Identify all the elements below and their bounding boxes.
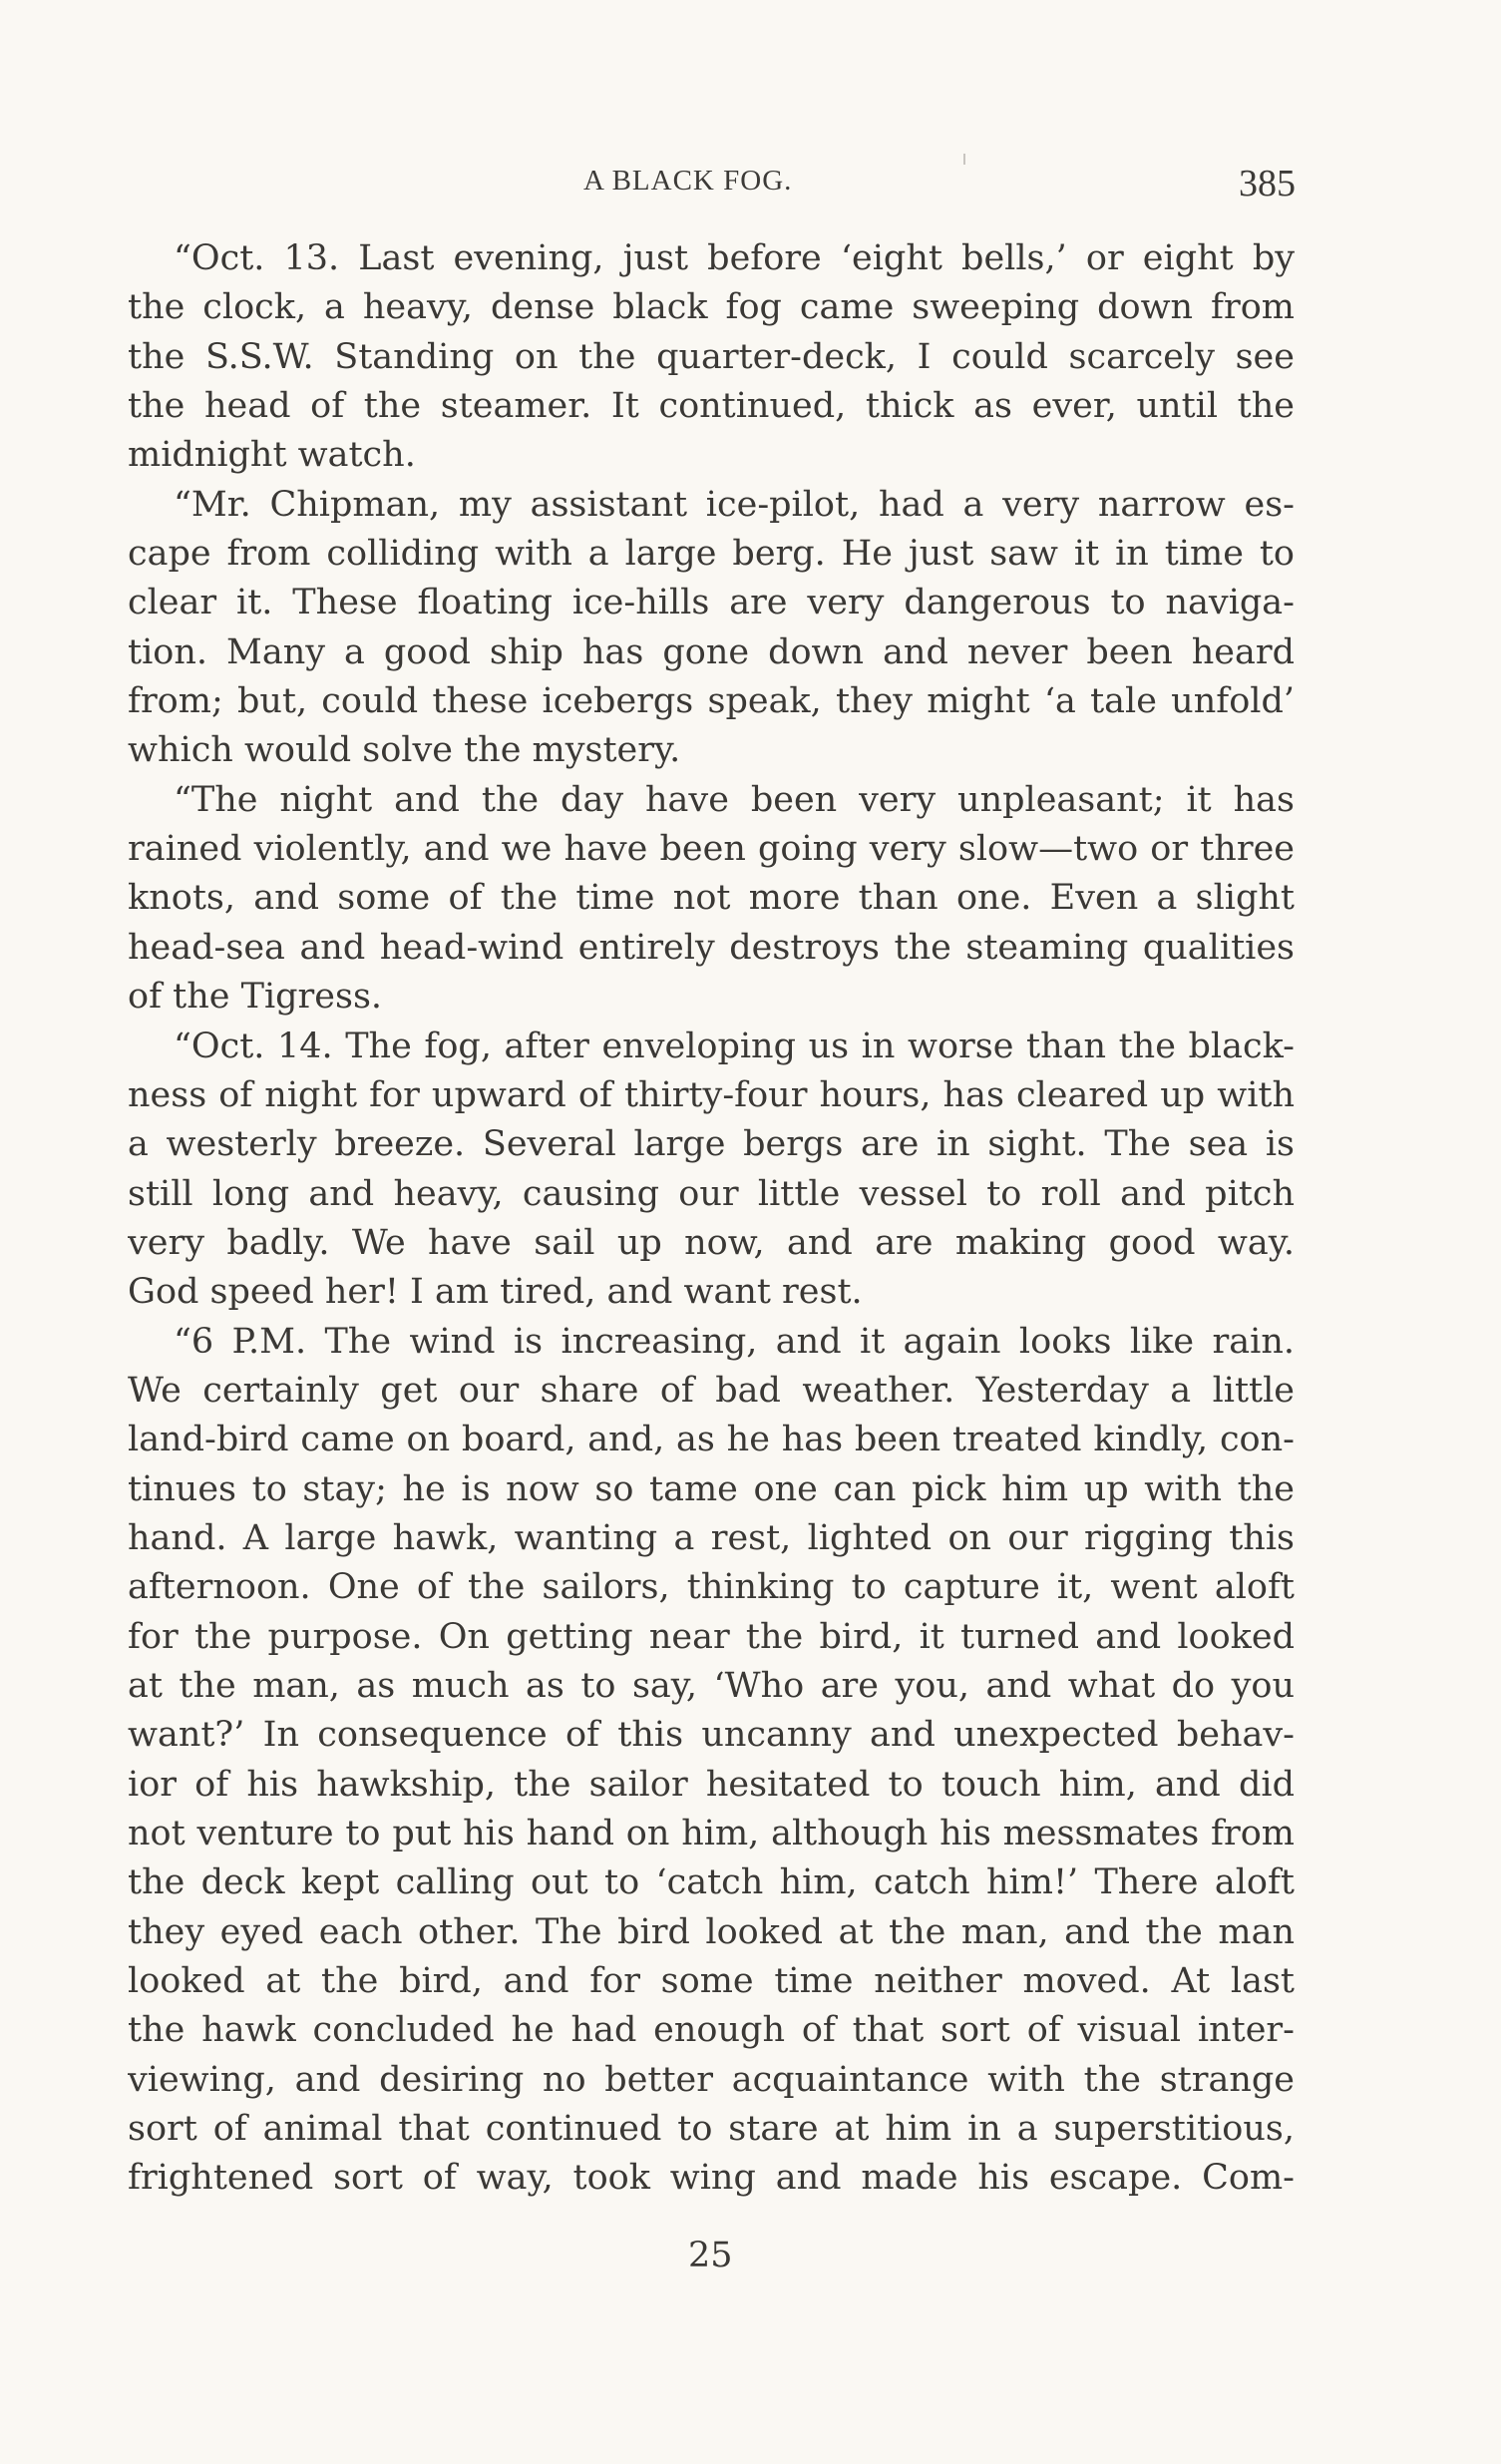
text-line-17: “Oct. 14. The fog, after enveloping us in worse than the black-: [174, 1026, 1295, 1066]
text-line-13: rained violently, and we have been going very slow—two or three: [128, 829, 1295, 870]
text-line-35: they eyed each other. The bird looked at the man, and the man: [128, 1911, 1295, 1952]
text-line-16: of the Tigress.: [128, 977, 383, 1018]
text-line-2: the clock, a heavy, dense black fog came sweeping down from: [128, 287, 1295, 328]
text-line-8: clear it. These floating ice-hills are very dangerous to naviga-: [128, 583, 1295, 623]
text-line-38: viewing, and desiring no better acquaintance with the strange: [128, 2059, 1295, 2100]
text-line-9: tion. Many a good ship has gone down and never been heard: [128, 631, 1295, 672]
text-line-5: midnight watch.: [128, 435, 416, 476]
text-line-11: which would solve the mystery.: [128, 730, 681, 771]
text-line-10: from; but, could these icebergs speak, they might ‘a tale unfold’: [128, 681, 1295, 722]
text-line-18: ness of night for upward of thirty-four hours, has cleared up with: [128, 1074, 1295, 1115]
text-line-37: the hawk concluded he had enough of that sort of visual inter-: [128, 2010, 1295, 2051]
text-line-31: want?’ In consequence of this uncanny and unexpected behav-: [128, 1715, 1295, 1756]
text-line-19: a westerly breeze. Several large bergs are in sight. The sea is: [128, 1124, 1295, 1165]
text-line-36: looked at the bird, and for some time neither moved. At last: [128, 1961, 1295, 2002]
text-line-3: the S.S.W. Standing on the quarter-deck, I could scarcely see: [128, 336, 1295, 377]
text-line-25: land-bird came on board, and, as he has been treated kindly, con-: [128, 1420, 1295, 1460]
text-line-21: very badly. We have sail up now, and are making good way.: [128, 1222, 1295, 1263]
text-line-28: afternoon. One of the sailors, thinking to capture it, went aloft: [128, 1567, 1295, 1608]
running-head: A BLACK FOG.: [583, 165, 793, 197]
text-line-6: “Mr. Chipman, my assistant ice-pilot, had a very narrow es-: [174, 484, 1295, 525]
text-line-12: “The night and the day have been very unpleasant; it has: [174, 779, 1295, 820]
text-line-29: for the purpose. On getting near the bird, it turned and looked: [128, 1616, 1295, 1657]
text-line-1: “Oct. 13. Last evening, just before ‘eight bells,’ or eight by: [174, 238, 1295, 278]
text-line-23: “6 P.M. The wind is increasing, and it again looks like rain.: [174, 1321, 1295, 1362]
text-line-39: sort of animal that continued to stare at him in a superstitious,: [128, 2109, 1295, 2150]
text-line-26: tinues to stay; he is now so tame one can pick him up with the: [128, 1468, 1295, 1509]
text-line-14: knots, and some of the time not more than one. Even a slight: [128, 878, 1295, 919]
text-line-20: still long and heavy, causing our little vessel to roll and pitch: [128, 1173, 1295, 1214]
text-line-4: the head of the steamer. It continued, thick as ever, until the: [128, 386, 1295, 427]
text-line-40: frightened sort of way, took wing and made his escape. Com-: [128, 2158, 1295, 2199]
text-line-7: cape from colliding with a large berg. He just saw it in time to: [128, 534, 1295, 575]
text-line-33: not venture to put his hand on him, although his messmates from: [128, 1814, 1295, 1853]
text-line-34: the deck kept calling out to ‘catch him, catch him!’ There aloft: [128, 1862, 1295, 1903]
body-text: [128, 234, 1295, 2204]
text-line-30: at the man, as much as to say, ‘Who are you, and what do you: [128, 1665, 1295, 1706]
paper-speck: [963, 154, 965, 165]
text-line-15: head-sea and head-wind entirely destroys the steaming qualities: [128, 927, 1295, 968]
text-line-27: hand. A large hawk, wanting a rest, lighted on our rigging this: [128, 1517, 1295, 1558]
text-line-32: ior of his hawkship, the sailor hesitated to touch him, and did: [128, 1764, 1295, 1805]
text-line-24: We certainly get our share of bad weather. Yesterday a little: [128, 1370, 1295, 1411]
text-line-22: God speed her! I am tired, and want rest.: [128, 1272, 863, 1313]
signature-mark: 25: [688, 2236, 733, 2275]
page-number: 385: [1239, 163, 1296, 205]
